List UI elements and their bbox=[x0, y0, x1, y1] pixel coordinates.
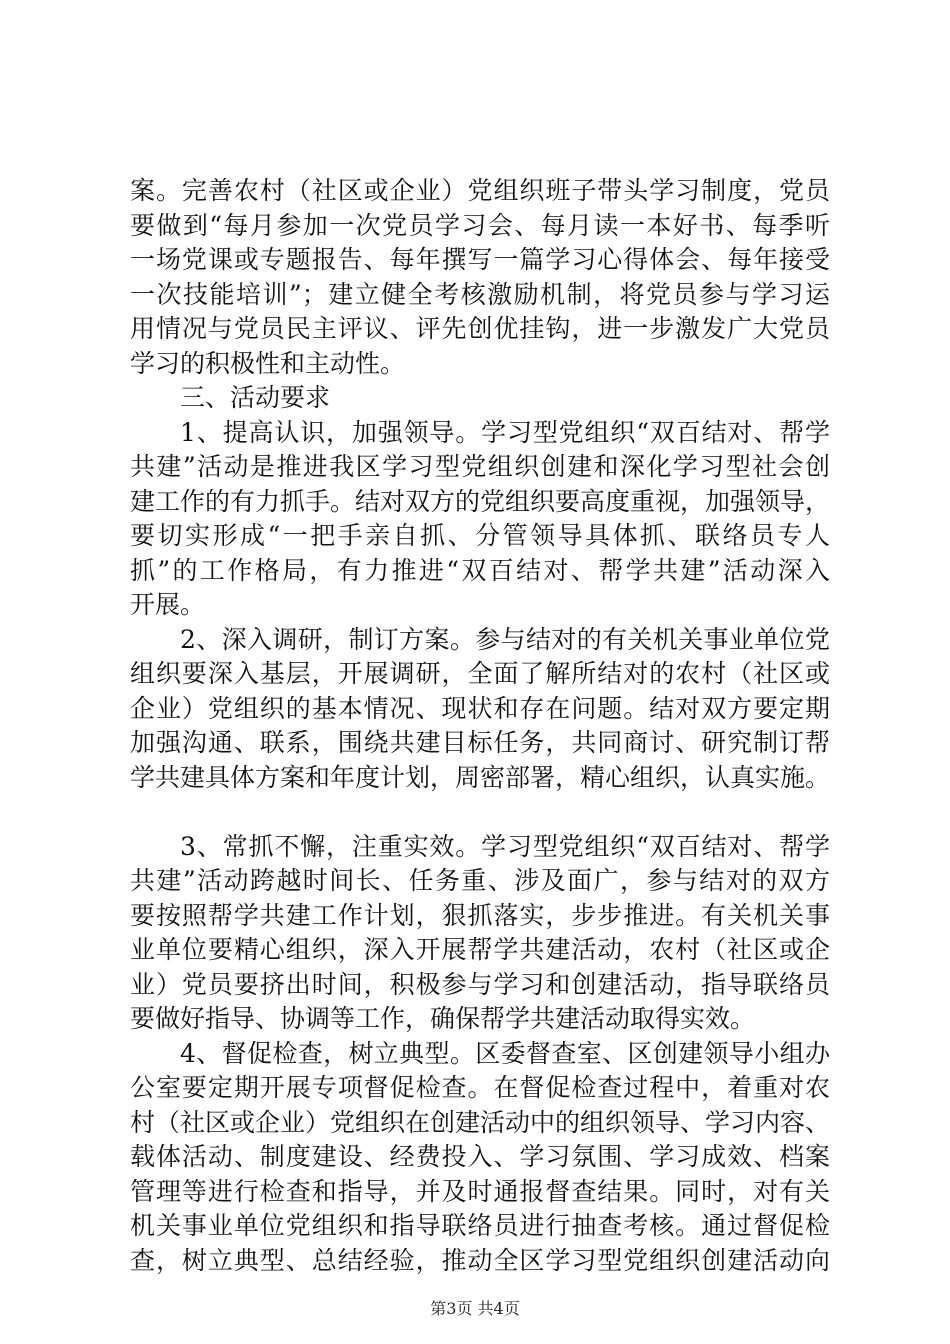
text-line: 要做好指导、协调等工作，确保帮学共建活动取得实效。 bbox=[130, 1004, 756, 1033]
text-line: 要按照帮学共建工作计划，狠抓落实，步步推进。有关机关事 bbox=[130, 900, 830, 930]
text-line: 企业）党组织的基本情况、现状和存在问题。结对双方要定期 bbox=[130, 693, 830, 723]
text-line: 要切实形成“一把手亲自抓、分管领导具体抓、联络员专人 bbox=[130, 521, 830, 550]
text-line: 机关事业单位党组织和指导联络员进行抽查考核。通过督促检 bbox=[130, 1211, 830, 1240]
text-line: 1、提高认识，加强领导。学习型党组织“双百结对、帮学 bbox=[180, 417, 830, 447]
text-line: 学习的积极性和主动性。 bbox=[130, 348, 406, 378]
text-line: 2、深入调研，制订方案。参与结对的有关机关事业单位党 bbox=[180, 624, 830, 654]
text-line: 一次技能培训”；建立健全考核激励机制，将党员参与学习运 bbox=[130, 279, 830, 309]
text-line: 业）党员要挤出时间，积极参与学习和创建活动，指导联络员 bbox=[130, 969, 830, 999]
text-line: 3、常抓不懈，注重实效。学习型党组织“双百结对、帮学 bbox=[180, 831, 830, 861]
text-line: 查，树立典型、总结经验，推动全区学习型党组织创建活动向 bbox=[130, 1245, 830, 1275]
blank-line bbox=[130, 795, 830, 830]
text-line: 三、活动要求 bbox=[180, 383, 331, 412]
text-line: 加强沟通、联系，围绕共建目标任务，共同商讨、研究制订帮 bbox=[130, 728, 830, 757]
document-body bbox=[130, 174, 830, 1278]
text-line: 学共建具体方案和年度计划，周密部署，精心组织，认真实施。 bbox=[130, 762, 830, 792]
text-line: 管理等进行检查和指导，并及时通报督查结果。同时，对有关 bbox=[130, 1176, 830, 1206]
text-line: 组织要深入基层，开展调研，全面了解所结对的农村（社区或 bbox=[130, 659, 830, 688]
text-line: 一场党课或专题报告、每年撰写一篇学习心得体会、每年接受 bbox=[130, 245, 830, 274]
text-line: 共建”活动是推进我区学习型党组织创建和深化学习型社会创 bbox=[130, 452, 830, 481]
page-number-footer: 第3页 共4页 bbox=[430, 1299, 520, 1318]
text-line: 业单位要精心组织，深入开展帮学共建活动，农村（社区或企 bbox=[130, 935, 830, 964]
text-line: 建工作的有力抓手。结对双方的党组织要高度重视，加强领导， bbox=[130, 486, 830, 516]
text-line: 4、督促检查，树立典型。区委督查室、区创建领导小组办 bbox=[180, 1038, 830, 1068]
text-line: 抓”的工作格局，有力推进“双百结对、帮学共建”活动深入 bbox=[130, 555, 830, 585]
text-line: 开展。 bbox=[130, 590, 206, 619]
text-line: 公室要定期开展专项督促检查。在督促检查过程中，着重对农 bbox=[130, 1073, 830, 1102]
text-line: 用情况与党员民主评议、评先创优挂钩，进一步激发广大党员 bbox=[130, 314, 830, 343]
text-line: 村（社区或企业）党组织在创建活动中的组织领导、学习内容、 bbox=[130, 1107, 830, 1137]
text-line: 案。完善农村（社区或企业）党组织班子带头学习制度，党员 bbox=[130, 176, 830, 205]
text-line: 要做到“每月参加一次党员学习会、每月读一本好书、每季听 bbox=[130, 210, 830, 240]
text-line: 载体活动、制度建设、经费投入、学习氛围、学习成效、档案 bbox=[130, 1142, 830, 1171]
text-line: 共建”活动跨越时间长、任务重、涉及面广，参与结对的双方 bbox=[130, 866, 830, 895]
